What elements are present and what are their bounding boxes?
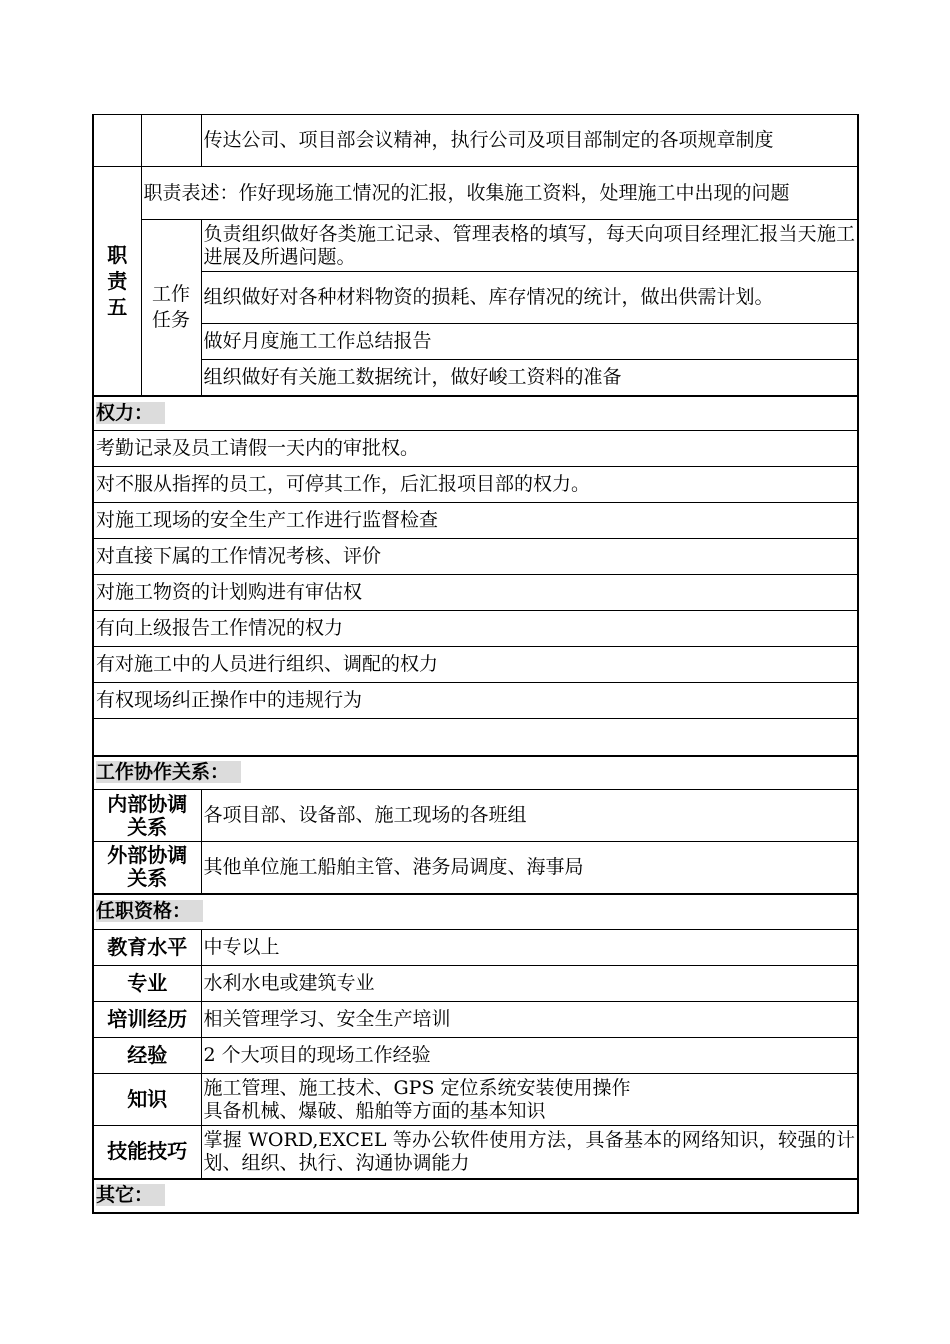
qualification-heading: 任职资格： <box>96 900 203 922</box>
skills-value: 掌握 WORD,EXCEL 等办公软件使用方法，具备基本的网络知识，较强的计划、组织、执行、沟通协调能力 <box>201 1126 858 1179</box>
task-item: 做好月度施工工作总结报告 <box>201 324 858 360</box>
training-value: 相关管理学习、安全生产培训 <box>201 1002 858 1038</box>
collaboration-heading: 工作协作关系： <box>96 761 241 783</box>
task-item: 组织做好对各种材料物资的损耗、库存情况的统计，做出供需计划。 <box>201 272 858 324</box>
power-item: 考勤记录及员工请假一天内的审批权。 <box>93 431 858 467</box>
task-row <box>93 220 858 272</box>
other-heading-row <box>93 1179 858 1213</box>
education-value: 中专以上 <box>201 930 858 966</box>
task-item: 组织做好有关施工数据统计，做好峻工资料的准备 <box>201 360 858 396</box>
qualification-heading-row <box>93 894 858 930</box>
power-heading-row <box>93 396 858 431</box>
prev-task-text: 传达公司、项目部会议精神，执行公司及项目部制定的各项规章制度 <box>201 115 858 167</box>
task-row <box>93 324 858 360</box>
power-row <box>93 683 858 719</box>
external-relation-value: 其他单位施工船舶主管、港务局调度、海事局 <box>201 842 858 894</box>
training-label: 培训经历 <box>93 1002 201 1038</box>
skills-row <box>93 1126 858 1179</box>
internal-relation-value: 各项目部、设备部、施工现场的各班组 <box>201 790 858 842</box>
knowledge-value: 施工管理、施工技术、GPS 定位系统安装使用操作 具备机械、爆破、船舶等方面的基本知识 <box>201 1074 858 1126</box>
power-item: 对施工物资的计划购进有审估权 <box>93 575 858 611</box>
experience-row <box>93 1038 858 1074</box>
training-row <box>93 1002 858 1038</box>
other-heading: 其它： <box>96 1184 165 1206</box>
power-row <box>93 611 858 647</box>
power-row <box>93 575 858 611</box>
power-row <box>93 431 858 467</box>
prev-task-row <box>93 115 858 167</box>
power-item <box>93 719 858 756</box>
major-row <box>93 966 858 1002</box>
power-item: 有权现场纠正操作中的违规行为 <box>93 683 858 719</box>
power-row <box>93 539 858 575</box>
power-item: 有向上级报告工作情况的权力 <box>93 611 858 647</box>
major-value: 水利水电或建筑专业 <box>201 966 858 1002</box>
responsibility-statement-row <box>93 167 858 220</box>
responsibility-label: 职 责 五 <box>93 167 141 396</box>
knowledge-row <box>93 1074 858 1126</box>
power-row <box>93 467 858 503</box>
power-item: 有对施工中的人员进行组织、调配的权力 <box>93 647 858 683</box>
task-row <box>93 272 858 324</box>
education-row <box>93 930 858 966</box>
major-label: 专业 <box>93 966 201 1002</box>
job-description-table <box>92 114 859 1214</box>
experience-label: 经验 <box>93 1038 201 1074</box>
knowledge-label: 知识 <box>93 1074 201 1126</box>
education-label: 教育水平 <box>93 930 201 966</box>
task-row <box>93 360 858 396</box>
power-heading: 权力： <box>96 402 165 424</box>
task-label: 工作 任务 <box>141 220 201 396</box>
internal-relation-label: 内部协调 关系 <box>93 790 201 842</box>
skills-label: 技能技巧 <box>93 1126 201 1179</box>
power-item: 对直接下属的工作情况考核、评价 <box>93 539 858 575</box>
experience-value: 2 个大项目的现场工作经验 <box>201 1038 858 1074</box>
power-item: 对不服从指挥的员工，可停其工作，后汇报项目部的权力。 <box>93 467 858 503</box>
power-row-empty <box>93 719 858 756</box>
external-relation-row <box>93 842 858 894</box>
collaboration-heading-row <box>93 756 858 790</box>
power-row <box>93 503 858 539</box>
power-row <box>93 647 858 683</box>
external-relation-label: 外部协调 关系 <box>93 842 201 894</box>
responsibility-statement: 职责表述：作好现场施工情况的汇报，收集施工资料，处理施工中出现的问题 <box>141 167 858 220</box>
power-item: 对施工现场的安全生产工作进行监督检查 <box>93 503 858 539</box>
task-item: 负责组织做好各类施工记录、管理表格的填写，每天向项目经理汇报当天施工进展及所遇问题。 <box>201 220 858 272</box>
internal-relation-row <box>93 790 858 842</box>
